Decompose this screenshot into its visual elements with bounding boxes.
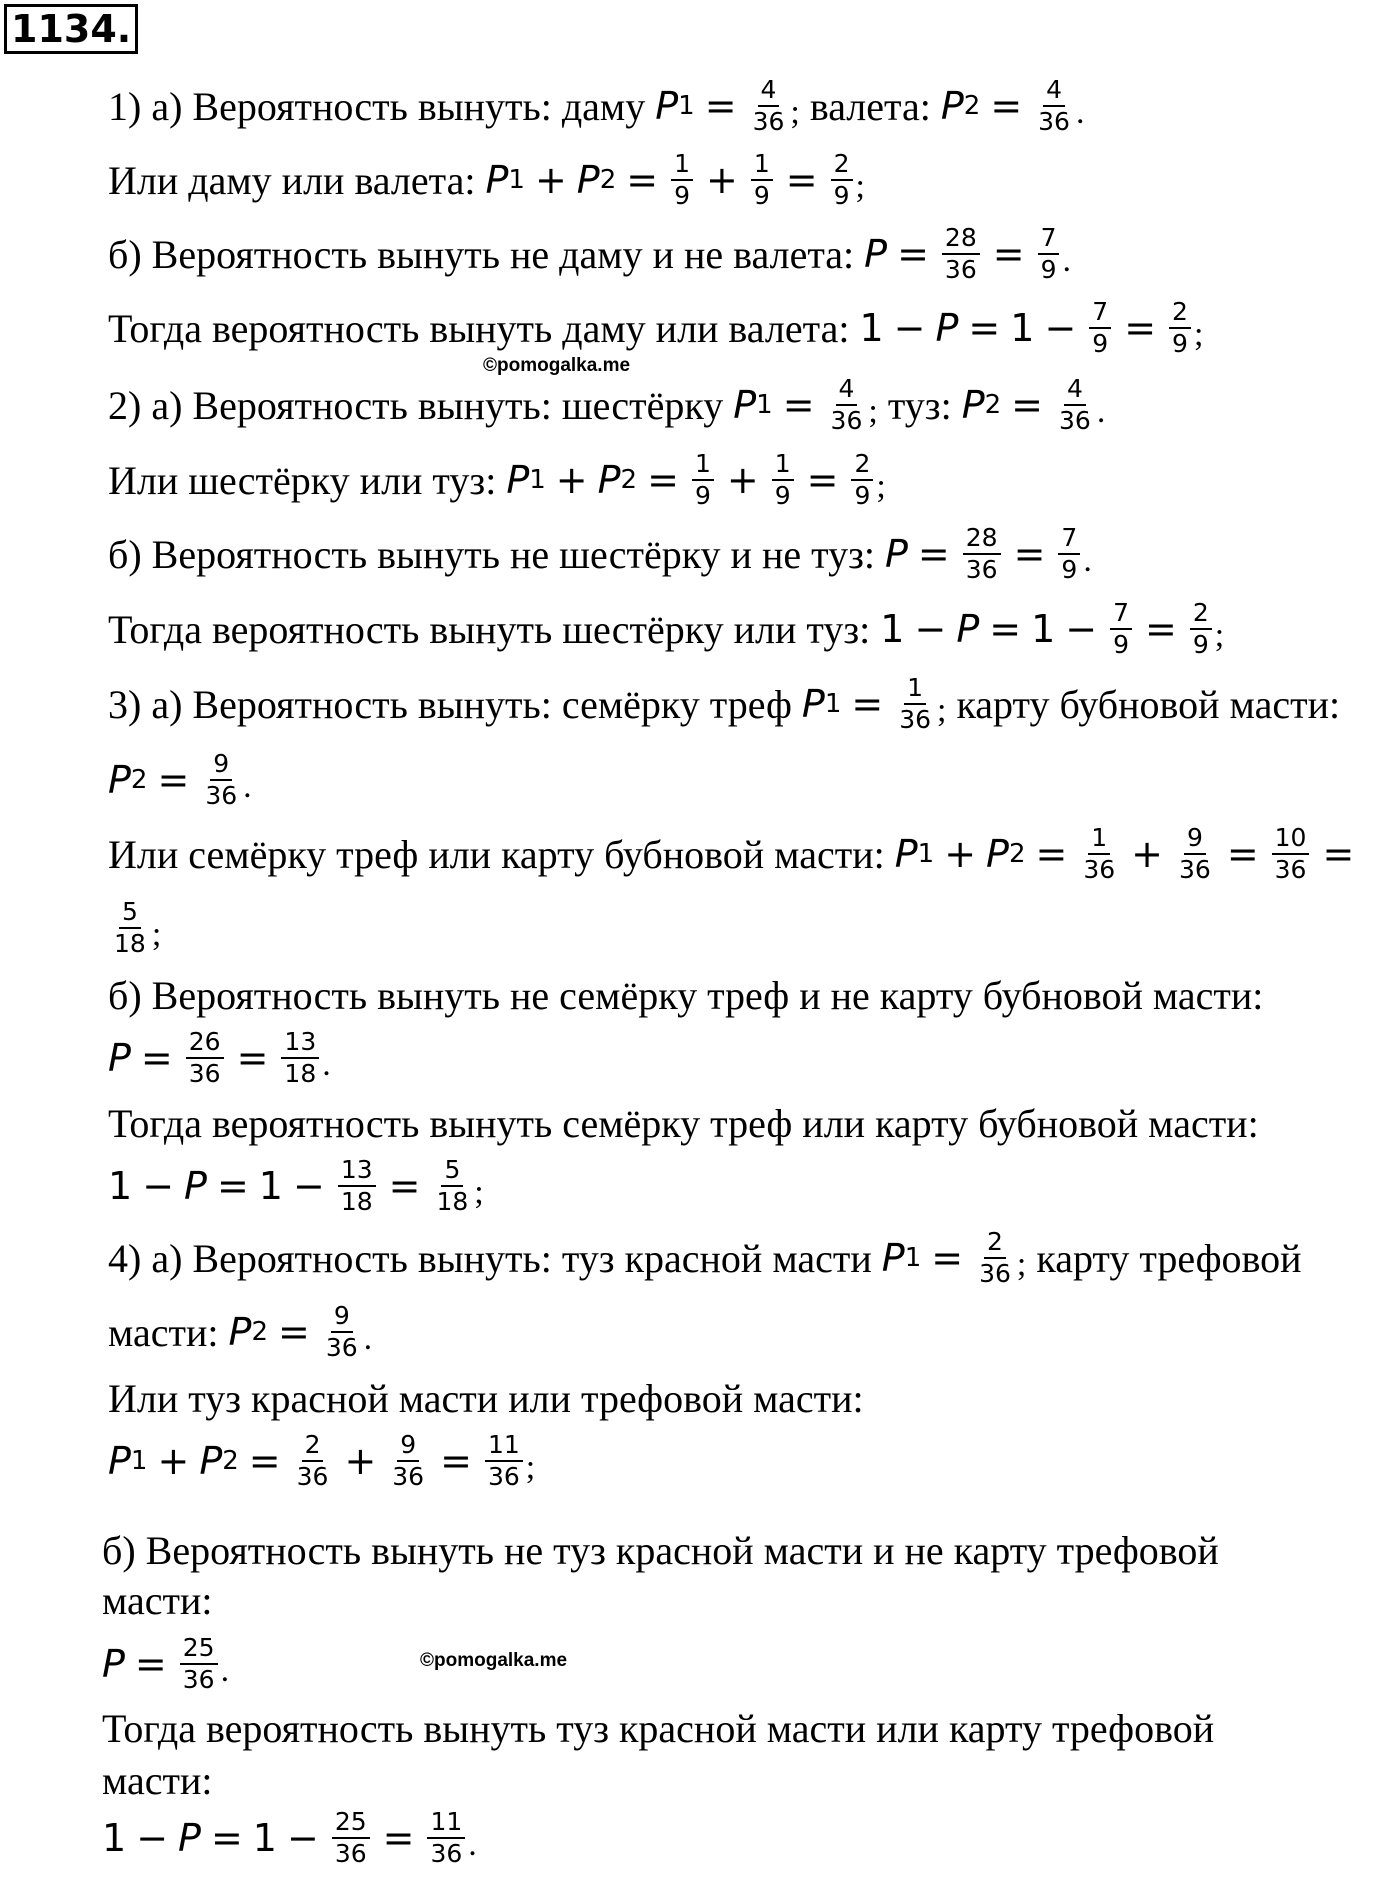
denominator: 36	[1083, 855, 1116, 884]
line-4	[108, 288, 1203, 368]
var-p: P	[940, 84, 964, 128]
numerator: 1	[692, 449, 714, 481]
line-26	[102, 1798, 477, 1878]
line-20	[108, 1421, 535, 1501]
var-p: P	[733, 383, 757, 427]
line-10	[108, 740, 252, 820]
fraction	[427, 1807, 465, 1869]
equals: =	[388, 1164, 421, 1208]
var-p: P	[655, 84, 679, 128]
equals: =	[992, 232, 1025, 276]
equals: =	[990, 84, 1023, 128]
numerator: 10	[1272, 823, 1310, 855]
denominator: 36	[392, 1462, 425, 1491]
punct: .	[322, 1046, 331, 1083]
numerator: 9	[1184, 823, 1206, 855]
equals: =	[806, 458, 839, 502]
punct: ;	[855, 168, 865, 205]
line-text: 1) а) Вероятность вынуть: даму	[108, 83, 646, 129]
number: 1	[1010, 306, 1035, 350]
denominator: 9	[694, 481, 711, 510]
equals: =	[785, 158, 818, 202]
denominator: 9	[1172, 329, 1188, 358]
minus: −	[1065, 607, 1098, 651]
subscript: 2	[620, 465, 638, 495]
minus: −	[286, 1816, 319, 1860]
denominator: 36	[334, 1839, 367, 1868]
subscript: 1	[130, 1446, 148, 1476]
subscript: 1	[904, 1243, 922, 1273]
fraction	[1272, 823, 1310, 885]
denominator: 9	[753, 181, 770, 210]
punct: ;	[790, 94, 800, 131]
var-p: P	[881, 1236, 905, 1280]
number: 1	[108, 1164, 133, 1208]
punct: ;	[474, 1174, 484, 1211]
numerator: 2	[984, 1227, 1006, 1259]
plus: +	[534, 158, 567, 202]
watermark: ©pomogalka.me	[420, 1650, 568, 1671]
var-p: P	[108, 1036, 131, 1080]
denominator: 18	[114, 929, 146, 958]
fraction	[976, 1227, 1014, 1289]
numerator: 25	[180, 1633, 218, 1665]
fraction	[1035, 75, 1073, 137]
var-p: P	[485, 158, 509, 202]
denominator: 36	[1274, 855, 1307, 884]
minus: −	[914, 607, 947, 651]
fraction	[963, 523, 1001, 585]
number: 1	[102, 1816, 127, 1860]
var-p: P	[986, 832, 1009, 876]
denominator: 18	[340, 1187, 373, 1216]
var-p: P	[885, 532, 908, 576]
number: 1	[1031, 607, 1056, 651]
numerator: 2	[851, 449, 873, 481]
fraction	[1176, 823, 1214, 885]
var-p: P	[108, 758, 131, 802]
watermark: ©pomogalka.me	[483, 355, 631, 376]
line-text: Тогда вероятность вынуть даму или валета:	[108, 305, 850, 351]
numerator: 4	[1064, 374, 1086, 406]
equals: =	[248, 1439, 281, 1483]
line-2	[108, 140, 865, 220]
fraction	[851, 449, 873, 511]
denominator: 9	[1113, 630, 1130, 659]
denominator: 36	[325, 1333, 358, 1362]
numerator: 2	[1169, 297, 1191, 329]
number: 1	[859, 306, 884, 350]
punct: .	[1062, 242, 1071, 279]
minus: −	[893, 306, 926, 350]
equals: =	[382, 1816, 415, 1860]
denominator: 9	[1092, 329, 1109, 358]
punct: ;	[525, 1449, 536, 1486]
var-p: P	[801, 682, 825, 726]
problem-number: 1134.	[4, 4, 138, 54]
fraction	[671, 149, 693, 211]
line-text: 3) а) Вероятность вынуть: семёрку треф	[108, 681, 792, 727]
line-text: б) Вероятность вынуть не шестёрку и не туз:	[108, 531, 875, 577]
numerator: 2	[1190, 598, 1212, 630]
var-p: P	[506, 458, 530, 502]
punct: ;	[1016, 1246, 1027, 1283]
equals: =	[968, 306, 1001, 350]
denominator: 36	[487, 1462, 520, 1491]
number: 1	[252, 1816, 277, 1860]
fraction	[1190, 598, 1212, 660]
fraction	[111, 897, 149, 959]
equals: =	[210, 1816, 243, 1860]
var-p: P	[108, 1439, 131, 1483]
numerator: 13	[338, 1155, 376, 1187]
punct: ;	[876, 468, 886, 505]
denominator: 36	[1179, 855, 1211, 884]
denominator: 36	[430, 1839, 463, 1868]
var-p: P	[102, 1642, 125, 1686]
line-text: б) Вероятность вынуть не семёрку треф и не карту бубновой масти:	[108, 972, 1264, 1018]
equals: =	[1124, 306, 1157, 350]
subscript: 1	[529, 465, 546, 495]
plus: +	[344, 1439, 377, 1483]
fraction	[751, 149, 773, 211]
fraction	[1169, 297, 1191, 359]
numerator: 13	[281, 1027, 319, 1059]
denominator: 36	[899, 705, 932, 734]
line-text: масти:	[102, 1757, 213, 1803]
equals: =	[626, 158, 659, 202]
equals: =	[897, 232, 929, 276]
fraction	[294, 1430, 332, 1492]
number: 1	[258, 1164, 283, 1208]
denominator: 36	[1038, 107, 1070, 136]
var-p: P	[864, 232, 888, 276]
fraction	[750, 75, 788, 137]
fraction	[831, 149, 853, 211]
line-text: валета:	[809, 83, 931, 129]
line-text: б) Вероятность вынуть не туз красной масти и не карту трефовой	[102, 1527, 1219, 1573]
equals: =	[851, 682, 884, 726]
denominator: 36	[205, 781, 238, 810]
fraction	[202, 749, 240, 811]
denominator: 36	[296, 1462, 329, 1491]
line-7	[108, 514, 1092, 594]
numerator: 4	[836, 374, 858, 406]
fraction	[338, 1155, 376, 1217]
plus: +	[1131, 832, 1163, 876]
subscript: 2	[1008, 839, 1026, 869]
numerator: 4	[1043, 75, 1065, 107]
var-p: P	[961, 383, 985, 427]
equals: =	[782, 383, 815, 427]
var-p: P	[184, 1164, 207, 1208]
number: 1	[880, 607, 905, 651]
line-text: Тогда вероятность вынуть шестёрку или туз:	[108, 606, 871, 652]
equals: =	[1011, 383, 1043, 427]
numerator: 1	[904, 673, 926, 705]
line-text: Или туз красной масти или трефовой масти:	[108, 1375, 864, 1421]
numerator: 5	[441, 1155, 463, 1187]
var-p: P	[935, 306, 959, 350]
subscript: 2	[599, 165, 617, 195]
fraction	[1038, 223, 1060, 285]
equals: =	[1322, 832, 1355, 876]
subscript: 2	[251, 1317, 269, 1347]
denominator: 36	[188, 1059, 221, 1088]
var-p: P	[956, 607, 980, 651]
numerator: 2	[831, 149, 853, 181]
subscript: 2	[130, 765, 148, 795]
line-text: карту бубновой масти:	[956, 681, 1341, 727]
line-text: масти:	[108, 1309, 219, 1355]
denominator: 36	[752, 107, 785, 136]
numerator: 28	[942, 223, 980, 255]
denominator: 18	[284, 1059, 317, 1088]
fraction	[433, 1155, 471, 1217]
line-text: Тогда вероятность вынуть туз красной масти или карту трефовой	[102, 1705, 1215, 1751]
line-24	[102, 1688, 1214, 1768]
numerator: 1	[1088, 823, 1110, 855]
subscript: 1	[824, 689, 842, 719]
fraction	[332, 1807, 370, 1869]
equals: =	[1226, 832, 1259, 876]
line-8	[108, 589, 1224, 669]
numerator: 1	[772, 449, 794, 481]
numerator: 7	[1110, 598, 1132, 630]
line-21	[102, 1510, 1219, 1590]
subscript: 1	[756, 390, 773, 420]
punct: .	[1083, 542, 1092, 579]
line-text: масти:	[102, 1577, 213, 1623]
subscript: 1	[508, 165, 525, 195]
punct: ;	[868, 393, 878, 430]
line-text: б) Вероятность вынуть не даму и не валета:	[108, 231, 855, 277]
numerator: 9	[331, 1301, 353, 1333]
numerator: 2	[302, 1430, 324, 1462]
denominator: 36	[830, 406, 863, 435]
denominator: 9	[1192, 630, 1209, 659]
numerator: 11	[427, 1807, 465, 1839]
fraction	[772, 449, 794, 511]
fraction	[281, 1027, 319, 1089]
fraction	[692, 449, 714, 511]
numerator: 7	[1058, 523, 1080, 555]
denominator: 36	[965, 555, 998, 584]
line-16	[108, 1146, 484, 1226]
minus: −	[136, 1816, 169, 1860]
plus: +	[706, 158, 738, 202]
line-1	[108, 66, 1084, 146]
fraction	[942, 223, 980, 285]
equals: =	[440, 1439, 472, 1483]
line-text: Или даму или валета:	[108, 157, 476, 203]
line-11	[108, 814, 1364, 894]
punct: ;	[937, 692, 947, 729]
equals: =	[1035, 832, 1068, 876]
fraction	[1058, 523, 1080, 585]
plus: +	[726, 458, 759, 502]
equals: =	[931, 1236, 964, 1280]
var-p: P	[576, 158, 600, 202]
line-text: 2) а) Вероятность вынуть: шестёрку	[108, 382, 724, 428]
var-p: P	[894, 832, 918, 876]
equals: =	[236, 1036, 269, 1080]
equals: =	[704, 84, 737, 128]
var-p: P	[228, 1310, 252, 1354]
fraction	[485, 1430, 523, 1492]
equals: =	[140, 1036, 173, 1080]
subscript: 2	[984, 390, 1002, 420]
punct: .	[220, 1652, 230, 1689]
denominator: 36	[979, 1259, 1011, 1288]
line-5	[108, 365, 1105, 445]
line-3	[108, 214, 1071, 294]
line-17	[108, 1218, 1302, 1298]
equals: =	[216, 1164, 249, 1208]
line-text: туз:	[887, 382, 952, 428]
var-p: P	[597, 458, 621, 502]
denominator: 9	[674, 181, 690, 210]
plus: +	[944, 832, 977, 876]
subscript: 1	[678, 91, 695, 121]
fraction	[1110, 598, 1132, 660]
minus: −	[1044, 306, 1077, 350]
fraction	[1089, 297, 1111, 359]
denominator: 36	[1059, 406, 1091, 435]
plus: +	[157, 1439, 190, 1483]
line-text: Или семёрку треф или карту бубновой масти:	[108, 831, 885, 877]
fraction	[828, 374, 866, 436]
denominator: 9	[833, 181, 850, 210]
fraction	[1080, 823, 1118, 885]
numerator: 7	[1038, 223, 1060, 255]
fraction	[1056, 374, 1094, 436]
punct: .	[468, 1826, 477, 1863]
numerator: 25	[332, 1807, 370, 1839]
denominator: 9	[1040, 255, 1057, 284]
line-6	[108, 440, 886, 520]
minus: −	[142, 1164, 175, 1208]
subscript: 2	[963, 91, 981, 121]
var-p: P	[178, 1816, 201, 1860]
var-p: P	[199, 1439, 223, 1483]
line-text: 4) а) Вероятность вынуть: туз красной масти	[108, 1235, 872, 1281]
punct: .	[363, 1320, 373, 1357]
numerator: 7	[1089, 297, 1111, 329]
equals: =	[989, 607, 1022, 651]
denominator: 9	[1061, 555, 1078, 584]
denominator: 18	[436, 1187, 469, 1216]
equals: =	[1145, 607, 1177, 651]
denominator: 36	[944, 255, 977, 284]
subscript: 2	[222, 1446, 239, 1476]
numerator: 1	[671, 149, 693, 181]
numerator: 26	[186, 1027, 224, 1059]
plus: +	[555, 458, 588, 502]
line-9	[108, 664, 1340, 744]
numerator: 11	[485, 1430, 523, 1462]
fraction	[180, 1633, 218, 1695]
equals: =	[917, 532, 950, 576]
equals: =	[134, 1642, 167, 1686]
numerator: 4	[758, 75, 780, 107]
denominator: 9	[774, 481, 791, 510]
fraction	[896, 673, 934, 735]
denominator: 9	[854, 481, 871, 510]
equals: =	[157, 758, 190, 802]
equals: =	[647, 458, 679, 502]
punct: .	[1096, 393, 1106, 430]
punct: .	[243, 768, 252, 805]
minus: −	[292, 1164, 325, 1208]
numerator: 28	[963, 523, 1001, 555]
numerator: 9	[210, 749, 232, 781]
fraction	[323, 1301, 361, 1363]
line-text: Или шестёрку или туз:	[108, 457, 497, 503]
numerator: 9	[397, 1430, 419, 1462]
punct: .	[1075, 94, 1085, 131]
numerator: 5	[119, 897, 141, 929]
denominator: 36	[182, 1665, 215, 1694]
fraction	[389, 1430, 427, 1492]
subscript: 1	[917, 839, 935, 869]
numerator: 1	[751, 149, 773, 181]
punct: ;	[1214, 617, 1225, 654]
equals: =	[1013, 532, 1046, 576]
punct: ;	[1193, 316, 1204, 353]
equals: =	[278, 1310, 310, 1354]
punct: ;	[151, 916, 162, 953]
line-text: карту трефовой	[1036, 1235, 1302, 1281]
line-text: Тогда вероятность вынуть семёрку треф или карту бубновой масти:	[108, 1100, 1259, 1146]
fraction	[186, 1027, 224, 1089]
